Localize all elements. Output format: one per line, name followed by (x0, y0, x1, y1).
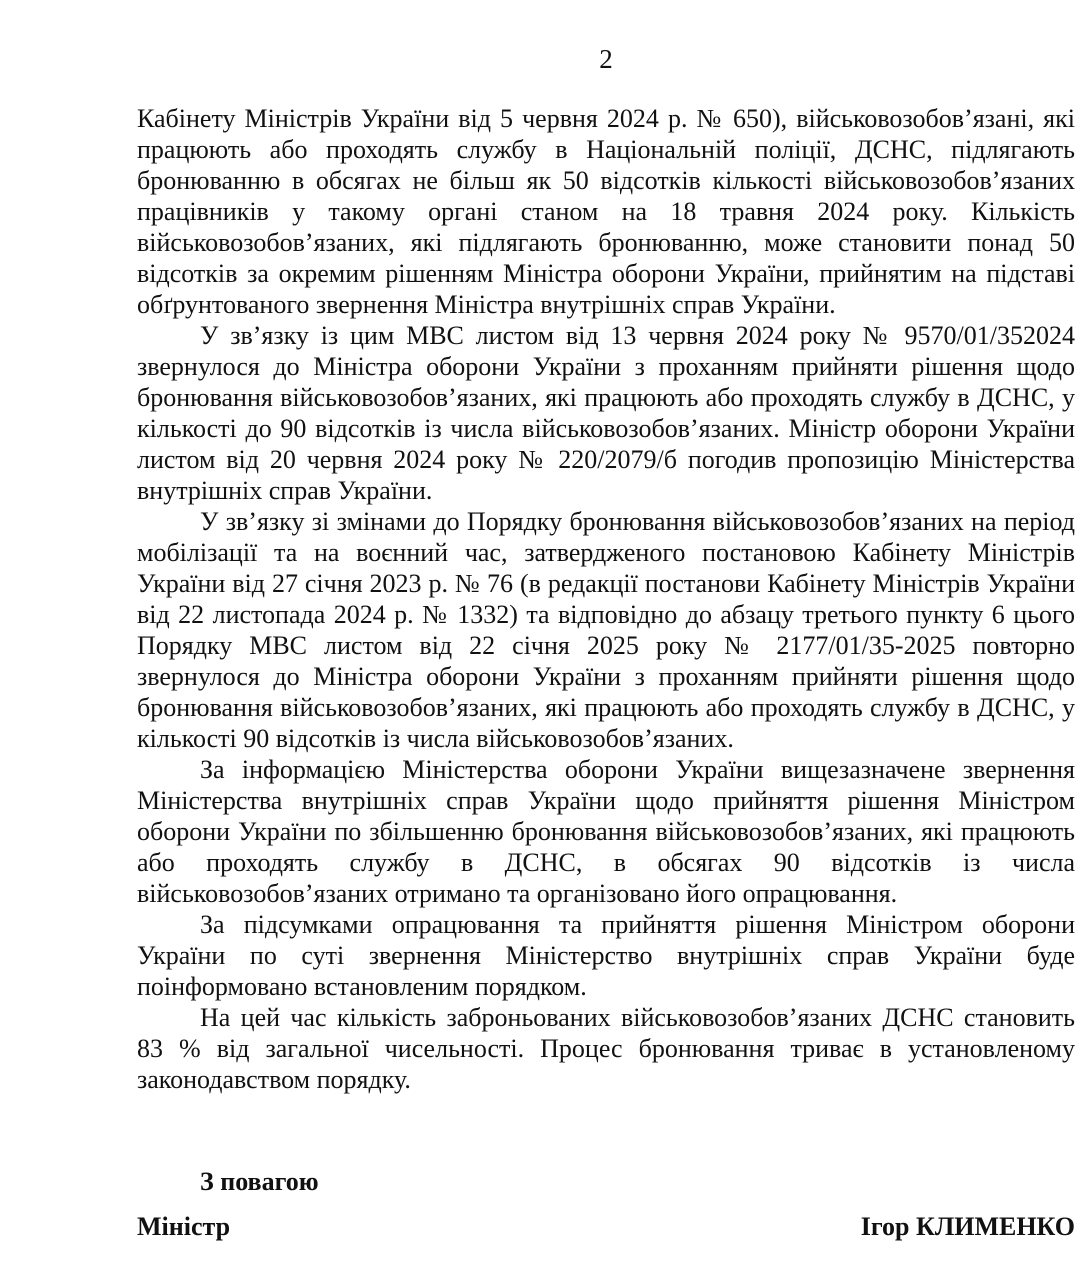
paragraph: Кабінету Міністрів України від 5 червня 2024 р. № 650), військовозобов’язані, які працюють або проходять службу в Національній поліції, ДСНС, підлягають бронюванню в обсягах не більш як 50 відсотків кількості військовозобов’язаних працівників у такому органі станом на 18 травня 2024 року. Кількість військовозобов’язаних, які підлягають бронюванню, може становити понад 50 відсотків за окремим рішенням Міністра оборони України, прийнятим на підставі обґрунтованого звернення Міністра внутрішніх справ України. (137, 104, 1075, 319)
paragraph: У зв’язку із цим МВС листом від 13 червня 2024 року № 9570/01/352024 звернулося до Міністра оборони України з проханням прийняти рішення щодо бронювання військовозобов’язаних, які працюють або проходять службу в ДСНС, у кількості до 90 відсотків із числа військовозобов’язаних. Міністр оборони України листом від 20 червня 2024 року № 220/2079/б погодив пропозицію Міністерства внутрішніх справ України. (137, 321, 1075, 505)
page-number: 2 (599, 44, 613, 74)
document-body (137, 103, 1075, 1095)
signature-name: Ігор КЛИМЕНКО (860, 1212, 1075, 1241)
signature-row (137, 1211, 1075, 1242)
closing-salutation: З повагою (200, 1167, 319, 1196)
paragraph: За підсумками опрацювання та прийняття рішення Міністром оборони України по суті звернення Міністерство внутрішніх справ України буде поінформовано встановленим порядком. (137, 910, 1075, 1001)
signature-position: Міністр (137, 1212, 231, 1241)
paragraph: На цей час кількість заброньованих військовозобов’язаних ДСНС становить 83 % від загальної чисельності. Процес бронювання триває в установленому законодавством порядку. (137, 1003, 1075, 1094)
paragraph: У зв’язку зі змінами до Порядку бронювання військовозобов’язаних на період мобілізації та на воєнний час, затвердженого постановою Кабінету Міністрів України від 27 січня 2023 р. № 76 (в редакції постанови Кабінету Міністрів України від 22 листопада 2024 р. № 1332) та відповідно до абзацу третього пункту 6 цього Порядку МВС листом від 22 січня 2025 року № 2177/01/35-2025 повторно звернулося до Міністра оборони України з проханням прийняти рішення щодо бронювання військовозобов’язаних, які працюють або проходять службу в ДСНС, у кількості 90 відсотків із числа військовозобов’язаних. (137, 507, 1075, 753)
paragraph: За інформацією Міністерства оборони України вищезазначене звернення Міністерства внутрішніх справ України щодо прийняття рішення Міністром оборони України по збільшенню бронювання військовозобов’язаних, які працюють або проходять службу в ДСНС, в обсягах 90 відсотків із числа військовозобов’язаних отримано та організовано його опрацювання. (137, 755, 1075, 908)
